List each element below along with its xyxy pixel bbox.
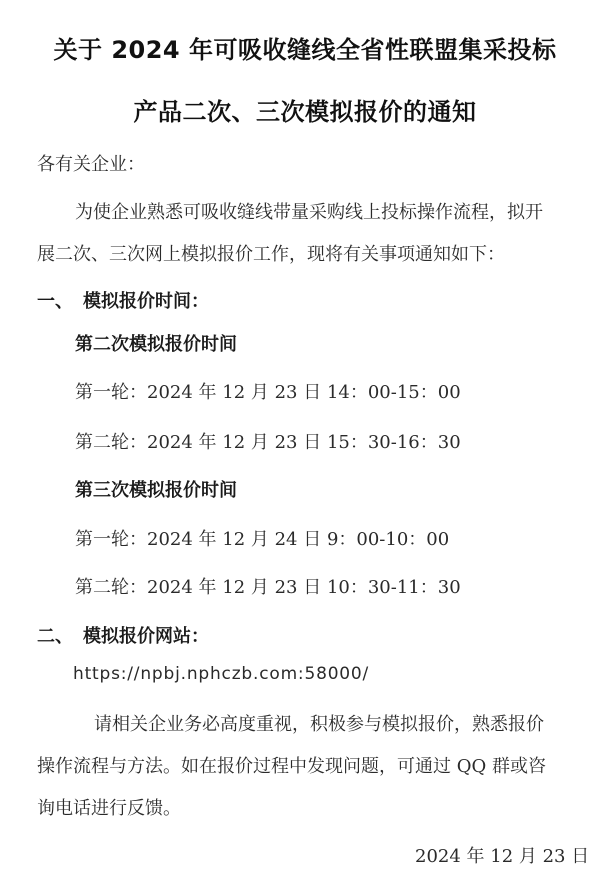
closing-line-1: 请相关企业务必高度重视，积极参与模拟报价，熟悉报价 bbox=[94, 714, 544, 735]
section-1-title: 模拟报价时间： bbox=[83, 291, 209, 312]
second-simulation-heading: 第二次模拟报价时间 bbox=[75, 334, 237, 355]
intro-line-2: 展二次、三次网上模拟报价工作，现将有关事项通知如下： bbox=[37, 244, 505, 265]
section-2-title: 模拟报价网站： bbox=[83, 626, 209, 647]
section-2-number: 二、 bbox=[37, 626, 73, 647]
notice-date: 2024 年 12 月 23 日 bbox=[415, 846, 590, 867]
third-simulation-round-1: 第一轮：2024 年 12 月 24 日 9：00-10：00 bbox=[75, 529, 450, 550]
greeting: 各有关企业： bbox=[37, 154, 145, 175]
intro-line-1: 为使企业熟悉可吸收缝线带量采购线上投标操作流程，拟开 bbox=[75, 202, 543, 223]
second-simulation-round-2: 第二轮：2024 年 12 月 23 日 15：30-16：30 bbox=[75, 432, 461, 453]
third-simulation-heading: 第三次模拟报价时间 bbox=[75, 480, 237, 501]
section-1-number: 一、 bbox=[37, 291, 73, 312]
second-simulation-round-1: 第一轮：2024 年 12 月 23 日 14：00-15：00 bbox=[75, 382, 461, 403]
section-2-heading bbox=[37, 622, 209, 648]
section-1-heading bbox=[37, 287, 209, 313]
title-line-2: 产品二次、三次模拟报价的通知 bbox=[133, 98, 477, 126]
closing-line-3: 询电话进行反馈。 bbox=[37, 798, 181, 819]
bidding-website-url: https://npbj.nphczb.com:58000/ bbox=[73, 664, 370, 684]
closing-line-2: 操作流程与方法。如在报价过程中发现问题，可通过 QQ 群或咨 bbox=[37, 756, 546, 777]
title-line-1: 关于 2024 年可吸收缝线全省性联盟集采投标 bbox=[53, 36, 557, 64]
third-simulation-round-2: 第二轮：2024 年 12 月 23 日 10：30-11：30 bbox=[75, 577, 461, 598]
